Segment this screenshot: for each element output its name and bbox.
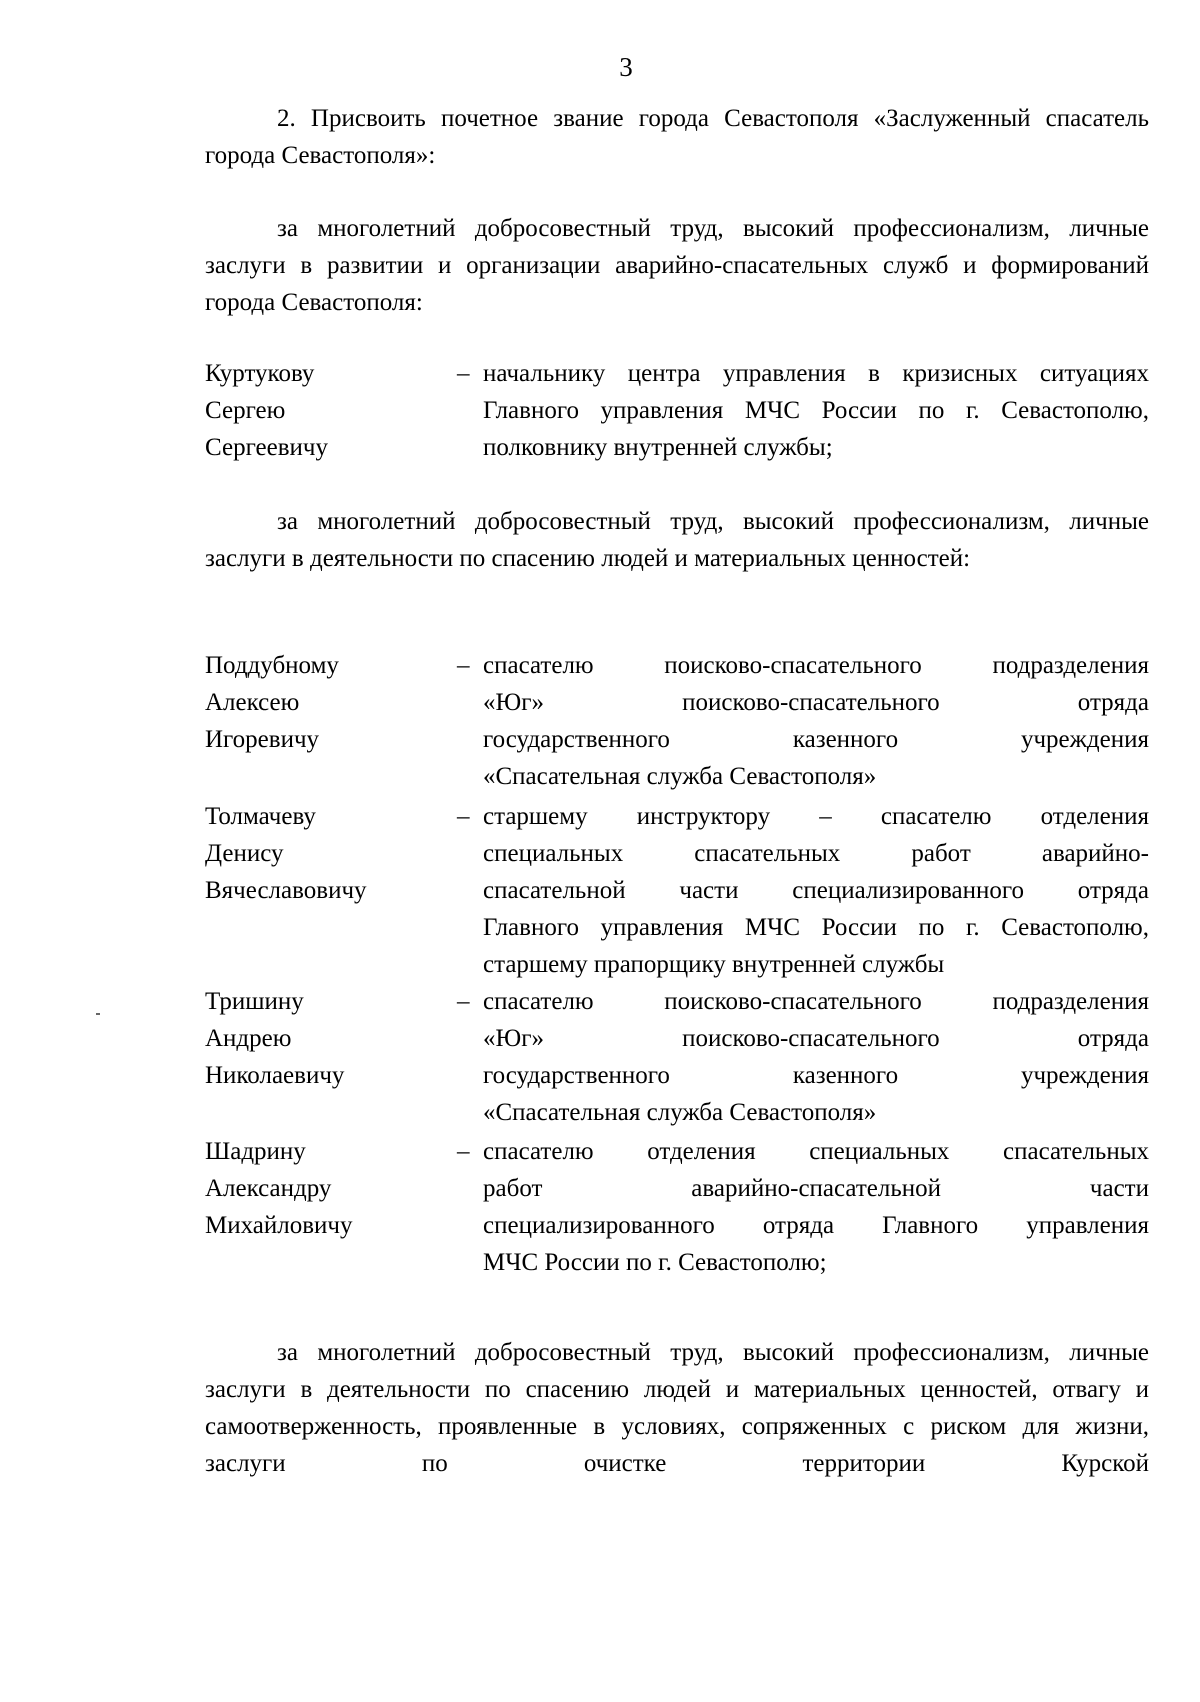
paragraph-text: за многолетний добросовестный труд, высокий профессионализм, личные заслуги в деятельности по спасению людей и материальных ценностей, отвагу и самоотверженность, проявленные в условиях, сопряженных с риском для жизни, заслуги по очистке территории Курской — [205, 1339, 1149, 1477]
awardee-first-name: Алексею — [205, 689, 300, 716]
position-line: «Спасательная служба Севастополя» — [483, 763, 877, 790]
dash-separator: – — [457, 1138, 470, 1165]
awardee-name — [205, 355, 445, 466]
awardee-patronymic: Вячеславовичу — [205, 877, 367, 904]
awardee-surname: Куртукову — [205, 360, 315, 387]
awardee-name — [205, 647, 445, 758]
awardee-position — [483, 355, 1149, 466]
position-line: спасательной части специализированного отряда — [483, 877, 1149, 904]
awardee-first-name: Андрею — [205, 1025, 292, 1052]
paragraph-text: за многолетний добросовестный труд, высокий профессионализм, личные заслуги в развитии и организации аварийно-спасательных служб и формирований города Севастополя: — [205, 215, 1149, 316]
dash-separator: – — [457, 652, 470, 679]
scan-artifact-dot — [96, 1013, 100, 1015]
page-number: 3 — [619, 52, 633, 82]
awardee-position — [483, 1133, 1149, 1281]
awardee-surname: Толмачеву — [205, 803, 316, 830]
paragraph-text: за многолетний добросовестный труд, высокий профессионализм, личные заслуги в деятельности по спасению людей и материальных ценностей: — [205, 508, 1149, 572]
position-line: работ аварийно-спасательной части — [483, 1175, 1149, 1202]
position-line: «Спасательная служба Севастополя» — [483, 1099, 877, 1126]
position-line: старшему инструктору – спасателю отделения — [483, 803, 1149, 830]
awardee-surname: Поддубному — [205, 652, 339, 679]
awardee-patronymic: Михайловичу — [205, 1212, 353, 1239]
position-line: «Юг» поисково-спасательного отряда — [483, 689, 1149, 716]
position-line: спасателю отделения специальных спасательных — [483, 1138, 1149, 1165]
dash-separator: – — [457, 803, 470, 830]
position-line: полковнику внутренней службы; — [483, 434, 833, 461]
awardee-first-name: Александру — [205, 1175, 332, 1202]
position-line: государственного казенного учреждения — [483, 1062, 1149, 1089]
position-line: Главного управления МЧС России по г. Севастополю, — [483, 397, 1149, 424]
position-line: спасателю поисково-спасательного подразделения — [483, 652, 1149, 679]
paragraph-merit-rescue — [205, 503, 1149, 577]
awardee-first-name: Сергею — [205, 397, 286, 424]
awardee-position — [483, 798, 1149, 983]
awardee-position — [483, 647, 1149, 795]
paragraph-assign-title — [205, 100, 1149, 174]
position-line: «Юг» поисково-спасательного отряда — [483, 1025, 1149, 1052]
position-line: спасателю поисково-спасательного подразделения — [483, 988, 1149, 1015]
position-line: Главного управления МЧС России по г. Севастополю, — [483, 914, 1149, 941]
dash-separator: – — [457, 988, 470, 1015]
awardee-surname: Шадрину — [205, 1138, 306, 1165]
position-line: специальных спасательных работ аварийно- — [483, 840, 1149, 867]
awardee-patronymic: Сергеевичу — [205, 434, 328, 461]
paragraph-text: 2. Присвоить почетное звание города Севастополя «Заслуженный спасатель города Севастополя»: — [205, 105, 1149, 169]
awardee-name — [205, 1133, 445, 1244]
awardee-surname: Тришину — [205, 988, 304, 1015]
awardee-patronymic: Николаевичу — [205, 1062, 345, 1089]
awardee-patronymic: Игоревичу — [205, 726, 320, 753]
awardee-name — [205, 983, 445, 1094]
awardee-first-name: Денису — [205, 840, 284, 867]
awardee-position — [483, 983, 1149, 1131]
paragraph-merit-development — [205, 210, 1149, 321]
position-line: специализированного отряда Главного управления — [483, 1212, 1149, 1239]
paragraph-merit-courage — [205, 1334, 1149, 1482]
position-line: начальнику центра управления в кризисных ситуациях — [483, 360, 1149, 387]
position-line: МЧС России по г. Севастополю; — [483, 1249, 827, 1276]
dash-separator: – — [457, 360, 470, 387]
position-line: старшему прапорщику внутренней службы — [483, 951, 945, 978]
position-line: государственного казенного учреждения — [483, 726, 1149, 753]
awardee-name — [205, 798, 445, 909]
